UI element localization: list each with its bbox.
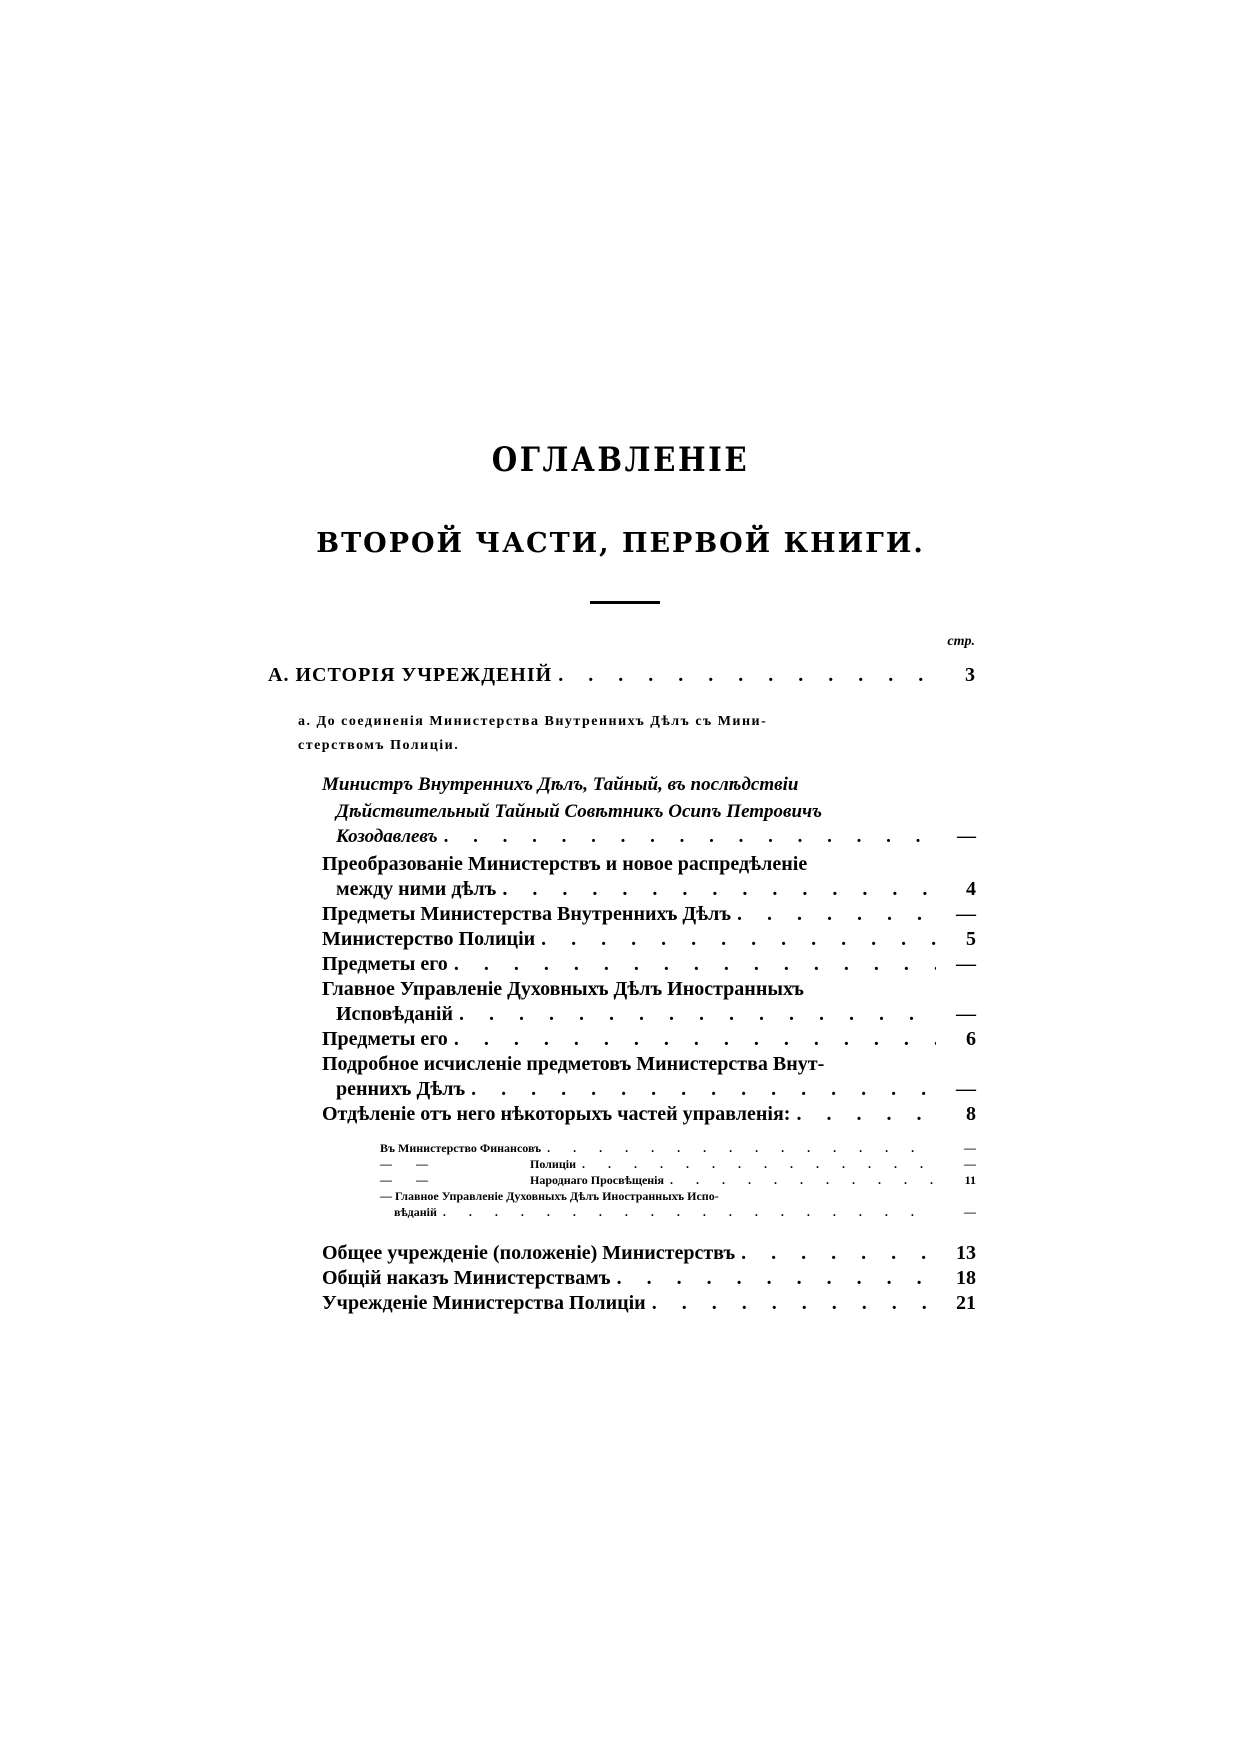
toc-entry-2-text: Министерство Полиціи bbox=[322, 928, 536, 950]
toc-final-entry-1-text: Общій наказъ Министерствамъ bbox=[322, 1267, 611, 1289]
dot-leader bbox=[558, 664, 936, 687]
toc-minister-line1: Министръ Внутреннихъ Дѣлъ, Тайный, въ послѣдствіи bbox=[322, 774, 799, 795]
toc-entry-6-line2: реннихъ Дѣлъ bbox=[336, 1078, 466, 1100]
dot-leader bbox=[444, 826, 936, 848]
dot-leader bbox=[443, 1205, 936, 1220]
toc-small-entry-0-page: — bbox=[964, 1141, 976, 1155]
dot-leader bbox=[454, 953, 936, 976]
toc-small-entry-2 bbox=[380, 1173, 976, 1188]
toc-final-entry-1 bbox=[322, 1267, 976, 1290]
toc-final-entry-0-text: Общее учрежденіе (положеніе) Министерствъ bbox=[322, 1242, 736, 1264]
toc-entry-5-text: Предметы его bbox=[322, 1028, 448, 1050]
toc-entry-0 bbox=[336, 878, 976, 901]
toc-subsection-a-line2: стерствомъ Полиціи. bbox=[298, 738, 460, 753]
toc-entry-2-page: 5 bbox=[966, 928, 976, 950]
toc-small-entry-2-text: Народнаго Просвѣщенія bbox=[530, 1173, 665, 1187]
toc-small-entry-2-prefix: — — bbox=[380, 1173, 428, 1187]
toc-small-entry-3-page: — bbox=[964, 1205, 976, 1219]
toc-minister-page: — bbox=[957, 826, 976, 847]
dot-leader bbox=[741, 1242, 936, 1265]
toc-entry-4 bbox=[336, 1003, 976, 1026]
toc-entry-6-page: — bbox=[956, 1078, 976, 1100]
dot-leader bbox=[471, 1078, 936, 1101]
toc-entry-3 bbox=[322, 953, 976, 976]
toc-minister-line2: Дѣйствительный Тайный Совѣтникъ Осипъ Петровичъ bbox=[336, 801, 823, 822]
toc-small-entry-0-text: Въ Министерство Финансовъ bbox=[380, 1141, 542, 1155]
dot-leader bbox=[502, 878, 936, 901]
dot-leader bbox=[670, 1173, 936, 1188]
dot-leader bbox=[454, 1028, 936, 1051]
dot-leader bbox=[547, 1141, 936, 1156]
toc-entry-0-line1: Преобразованіе Министерствъ и новое распредѣленіе bbox=[322, 853, 808, 875]
toc-entry-6-line1: Подробное исчисленіе предметовъ Министерства Внут- bbox=[322, 1053, 825, 1075]
dot-leader bbox=[796, 1103, 936, 1126]
toc-entry-3-page: — bbox=[956, 953, 976, 975]
toc-small-entry-0 bbox=[380, 1141, 976, 1156]
toc-final-entry-0 bbox=[322, 1242, 976, 1265]
title-divider bbox=[590, 601, 660, 604]
toc-section-a bbox=[268, 664, 976, 687]
toc-entry-4-line2: Исповѣданій bbox=[336, 1003, 453, 1025]
toc-minister-line3 bbox=[336, 826, 976, 848]
toc-entry-7-text: Отдѣленіе отъ него нѣкоторыхъ частей управленія: bbox=[322, 1103, 791, 1125]
toc-final-entry-2 bbox=[322, 1292, 976, 1315]
toc-section-a-page: 3 bbox=[965, 664, 976, 686]
toc-small-entry-1 bbox=[380, 1157, 976, 1172]
toc-entry-7 bbox=[322, 1103, 976, 1126]
toc-small-entry-3 bbox=[394, 1205, 976, 1220]
toc-entry-5 bbox=[322, 1028, 976, 1051]
page-subtitle: ВТОРОЙ ЧАСТИ, ПЕРВОЙ КНИГИ. bbox=[316, 528, 925, 559]
toc-entry-4-line1: Главное Управленіе Духовныхъ Дѣлъ Иностранныхъ bbox=[322, 978, 804, 1000]
toc-minister-name: Козодавлевъ bbox=[336, 826, 438, 847]
toc-small-entry-2-page: 11 bbox=[964, 1173, 976, 1187]
toc-entry-1-text: Предметы Министерства Внутреннихъ Дѣлъ bbox=[322, 903, 732, 925]
dot-leader bbox=[737, 903, 936, 926]
toc-entry-7-page: 8 bbox=[966, 1103, 976, 1125]
toc-final-entry-2-text: Учрежденіе Министерства Полиціи bbox=[322, 1292, 646, 1314]
page-title: ОГЛАВЛЕНІЕ bbox=[491, 440, 750, 480]
toc-small-entry-1-text: Полиціи bbox=[530, 1157, 576, 1171]
dot-leader bbox=[652, 1292, 936, 1315]
toc-small-entry-3-line1: — Главное Управленіе Духовныхъ Дѣлъ Иностранныхъ Испо- bbox=[380, 1189, 719, 1203]
toc-entry-3-text: Предметы его bbox=[322, 953, 448, 975]
toc-entry-4-page: — bbox=[956, 1003, 976, 1025]
page-column-label: стр. bbox=[947, 634, 975, 649]
toc-entry-0-line2: между ними дѣлъ bbox=[336, 878, 497, 900]
toc-entry-1 bbox=[322, 903, 976, 926]
toc-final-entry-0-page: 13 bbox=[956, 1242, 976, 1264]
toc-section-a-label: А. ИСТОРІЯ УЧРЕЖДЕНІЙ bbox=[268, 664, 553, 686]
dot-leader bbox=[459, 1003, 936, 1026]
toc-small-entry-1-prefix: — — bbox=[380, 1157, 428, 1171]
dot-leader bbox=[582, 1157, 936, 1172]
toc-entry-0-page: 4 bbox=[966, 878, 976, 900]
toc-small-entry-1-page: — bbox=[964, 1157, 976, 1171]
toc-subsection-a-line1: а. До соединенія Министерства Внутреннихъ Дѣлъ съ Мини- bbox=[298, 714, 768, 729]
toc-entry-2 bbox=[322, 928, 976, 951]
toc-entry-5-page: 6 bbox=[966, 1028, 976, 1050]
dot-leader bbox=[617, 1267, 936, 1290]
dot-leader bbox=[541, 928, 936, 951]
toc-final-entry-2-page: 21 bbox=[956, 1292, 976, 1314]
toc-final-entry-1-page: 18 bbox=[956, 1267, 976, 1289]
toc-entry-6 bbox=[336, 1078, 976, 1101]
toc-entry-1-page: — bbox=[956, 903, 976, 925]
toc-small-entry-3-line2: вѣданій bbox=[394, 1205, 437, 1219]
